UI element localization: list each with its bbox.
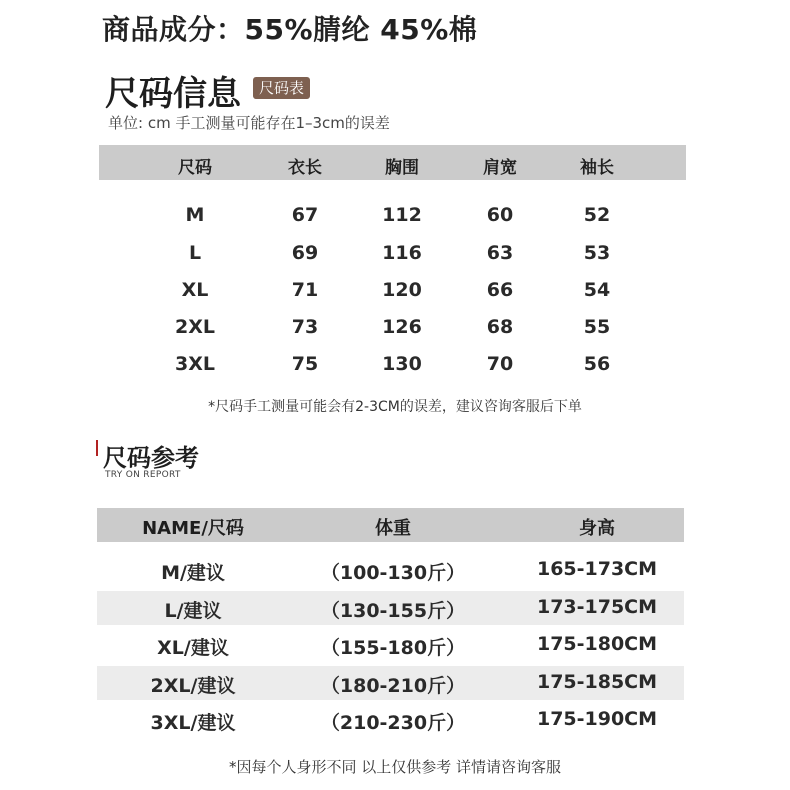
- table-row: [97, 628, 684, 662]
- cell-weight: （130-155斤）: [320, 600, 466, 622]
- unit-note: 单位: cm 手工测量可能存在1–3cm的误差: [108, 114, 390, 132]
- table-row: [99, 312, 686, 342]
- cell-shoulder: 63: [486, 242, 514, 264]
- cell-sleeve: 54: [583, 279, 611, 301]
- cell-length: 71: [291, 279, 319, 301]
- table-row: [99, 349, 686, 379]
- cell-size: XL: [181, 279, 209, 301]
- cell-size: 3XL: [175, 353, 215, 375]
- cell-sleeve: 52: [583, 204, 611, 226]
- cell-size: M: [185, 204, 205, 226]
- cell-weight: （210-230斤）: [320, 712, 466, 734]
- cell-length: 67: [291, 204, 319, 226]
- cell-height: 165-173CM: [536, 558, 658, 580]
- cell-size-suggestion: M/建议: [161, 562, 225, 584]
- table-row: [99, 200, 686, 230]
- cell-sleeve: 56: [583, 353, 611, 375]
- header-height: 身高: [579, 518, 615, 539]
- product-composition: 商品成分：55%腈纶 45%棉: [102, 13, 478, 46]
- cell-height: 175-185CM: [536, 671, 658, 693]
- cell-length: 69: [291, 242, 319, 264]
- cell-chest: 130: [382, 353, 422, 375]
- header-weight: 体重: [375, 518, 411, 539]
- cell-height: 173-175CM: [536, 596, 658, 618]
- cell-size: 2XL: [175, 316, 215, 338]
- section-accent-bar: [96, 440, 98, 456]
- size-table-header: [99, 145, 686, 180]
- size-reference-title: 尺码参考: [103, 444, 199, 472]
- cell-chest: 120: [382, 279, 422, 301]
- size-chart-badge: 尺码表: [253, 77, 310, 99]
- table-row: [97, 703, 684, 737]
- cell-height: 175-190CM: [536, 708, 658, 730]
- reference-table-header: [97, 508, 684, 542]
- reference-disclaimer: *因每个人身形不同 以上仅供参考 详情请咨询客服: [228, 758, 562, 776]
- table-row: [97, 553, 684, 587]
- cell-shoulder: 66: [486, 279, 514, 301]
- size-info-title: 尺码信息: [105, 74, 241, 114]
- header-shoulder: 肩宽: [483, 158, 517, 178]
- cell-sleeve: 53: [583, 242, 611, 264]
- cell-height: 175-180CM: [536, 633, 658, 655]
- cell-weight: （100-130斤）: [320, 562, 466, 584]
- cell-size-suggestion: XL/建议: [157, 637, 229, 659]
- cell-size-suggestion: 2XL/建议: [150, 675, 236, 697]
- header-name-size: NAME/尺码: [142, 518, 244, 539]
- table-row: [99, 238, 686, 268]
- cell-size-suggestion: L/建议: [164, 600, 222, 622]
- measurement-note: *尺码手工测量可能会有2-3CM的误差，建议咨询客服后下单: [208, 399, 582, 415]
- cell-length: 75: [291, 353, 319, 375]
- cell-length: 73: [291, 316, 319, 338]
- cell-shoulder: 60: [486, 204, 514, 226]
- cell-weight: （155-180斤）: [320, 637, 466, 659]
- table-row: [99, 275, 686, 305]
- cell-chest: 126: [382, 316, 422, 338]
- table-row: [97, 591, 684, 625]
- cell-chest: 112: [382, 204, 422, 226]
- header-size: 尺码: [178, 158, 212, 178]
- cell-shoulder: 70: [486, 353, 514, 375]
- header-length: 衣长: [288, 158, 322, 178]
- header-sleeve: 袖长: [580, 158, 614, 178]
- size-reference-subtitle: TRY ON REPORT: [105, 470, 181, 480]
- cell-shoulder: 68: [486, 316, 514, 338]
- cell-weight: （180-210斤）: [320, 675, 466, 697]
- header-chest: 胸围: [385, 158, 419, 178]
- cell-size: L: [188, 242, 202, 264]
- cell-chest: 116: [382, 242, 422, 264]
- table-row: [97, 666, 684, 700]
- cell-sleeve: 55: [583, 316, 611, 338]
- cell-size-suggestion: 3XL/建议: [150, 712, 236, 734]
